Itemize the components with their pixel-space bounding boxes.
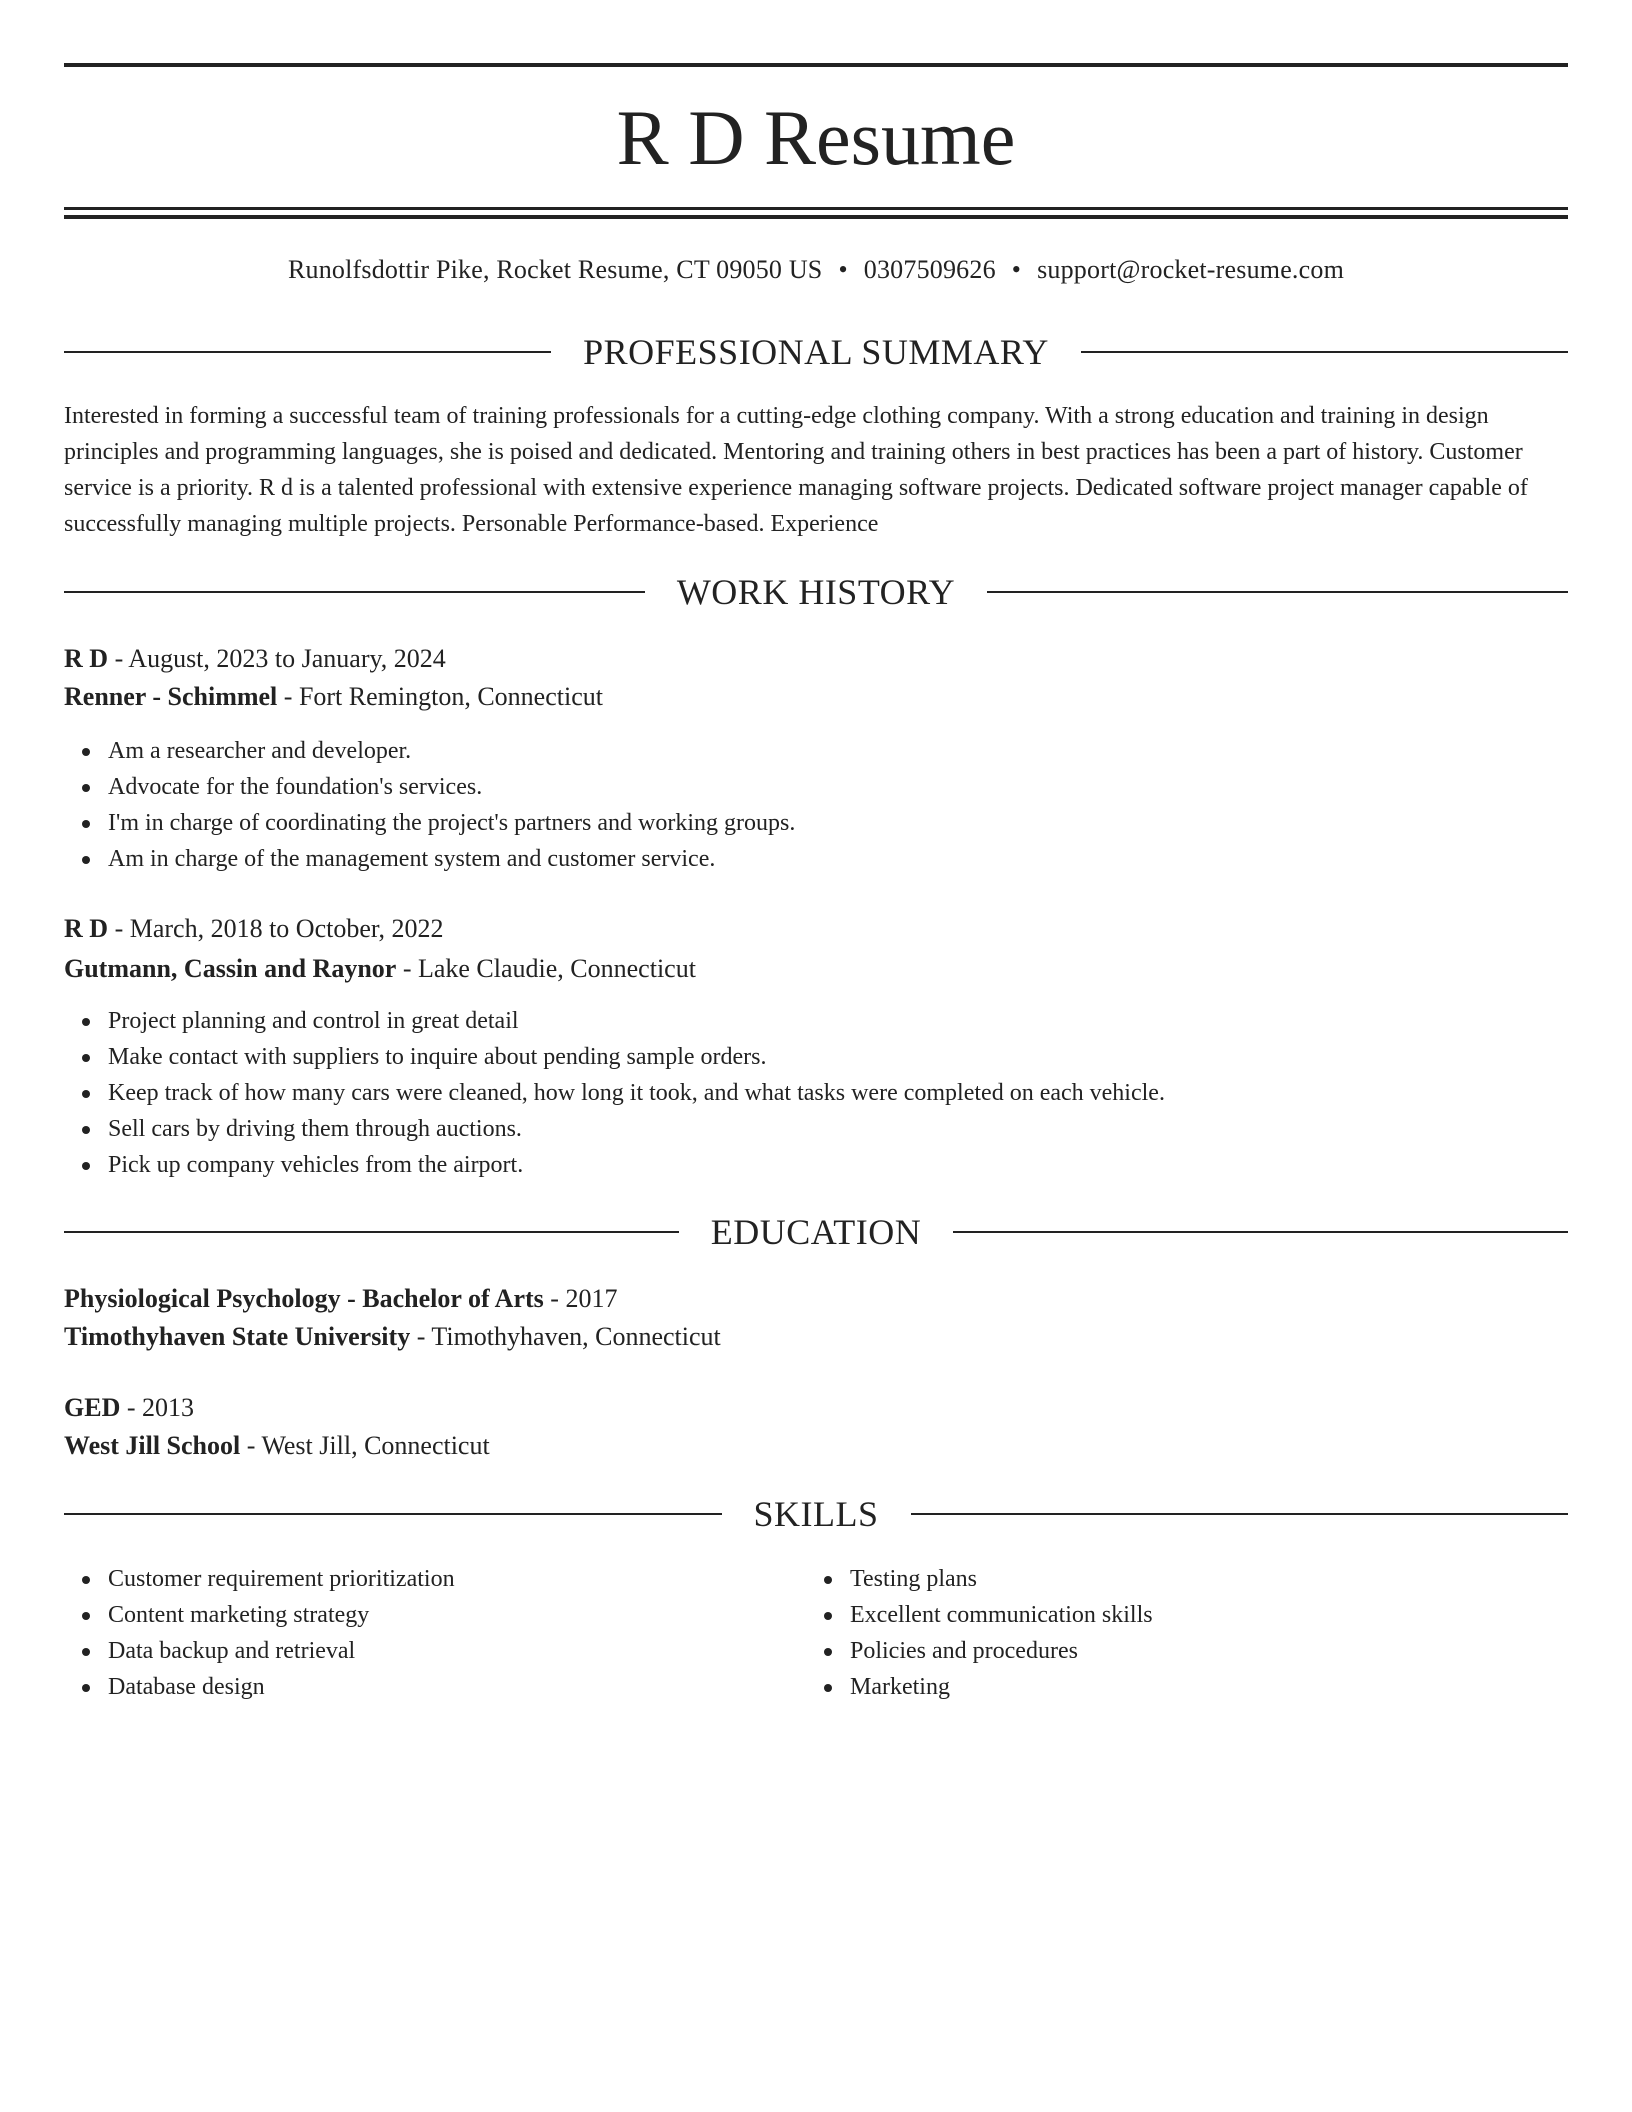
summary-text: Interested in forming a successful team of training professionals for a cutting-edge clothing company. With a strong education and training in design principles and programming languages, she is poised and dedicated. Mentoring and training others in best practices has been a part of history. Customer service is a priority. R d is a talented professional with extensive experience managing software projects. Dedicated software project manager capable of successfully managing multiple projects. Personable Performance-based. Experience (64, 403, 1528, 537)
skills-list-right (806, 1561, 1550, 1705)
job-duty-item: Sell cars by driving them through auctions. (108, 1111, 1165, 1147)
job-dates: - August, 2023 to January, 2024 (108, 644, 446, 673)
header-double-rule-lower (64, 215, 1568, 219)
education-degree-line (64, 1281, 1568, 1317)
header-double-rule-upper (64, 207, 1568, 210)
job-duty-item: Pick up company vehicles from the airport. (108, 1147, 1165, 1183)
contact-line (64, 252, 1568, 288)
skill-item: Policies and procedures (850, 1633, 1550, 1669)
education-school-line (64, 1428, 1568, 1464)
job-duties-list (64, 1003, 1165, 1183)
section-heading-skills (64, 1492, 1568, 1536)
job-duty-item: Keep track of how many cars were cleaned, how long it took, and what tasks were completed on each vehicle. (108, 1075, 1165, 1111)
skill-item: Excellent communication skills (850, 1597, 1550, 1633)
job-duty-item: Am in charge of the management system and customer service. (108, 841, 795, 877)
job-title: R D (64, 644, 109, 673)
job-dates: - March, 2018 to October, 2022 (108, 914, 444, 943)
education-school: Timothyhaven State University (64, 1322, 411, 1351)
heading-rule-left (64, 591, 645, 593)
job-company: Gutmann, Cassin and Raynor (64, 954, 397, 983)
job-company: Renner - Schimmel (64, 682, 278, 711)
job-title: R D (64, 914, 109, 943)
education-degree: Physiological Psychology - Bachelor of Arts (64, 1284, 544, 1313)
job-title-line (64, 911, 1568, 947)
contact-phone: 0307509626 (863, 255, 996, 284)
contact-email: support@rocket-resume.com (1037, 255, 1345, 284)
job-company-line (64, 679, 1568, 715)
skill-item: Data backup and retrieval (108, 1633, 808, 1669)
education-location: - Timothyhaven, Connecticut (410, 1322, 721, 1351)
job-duty-item: Project planning and control in great detail (108, 1003, 1165, 1039)
contact-address: Runolfsdottir Pike, Rocket Resume, CT 09050 US (287, 255, 823, 284)
job-duty-item: Advocate for the foundation's services. (108, 769, 795, 805)
heading-rule-left (64, 351, 551, 353)
heading-rule-left (64, 1231, 679, 1233)
education-year: - 2013 (120, 1393, 195, 1422)
heading-rule-right (987, 591, 1568, 593)
resume-name: R D Resume (616, 94, 1016, 181)
heading-rule-right (911, 1513, 1569, 1515)
section-title: WORK HISTORY (676, 572, 956, 612)
header-top-rule (64, 63, 1568, 67)
heading-rule-left (64, 1513, 722, 1515)
job-location: - Lake Claudie, Connecticut (396, 954, 696, 983)
education-degree-line (64, 1390, 1568, 1426)
job-duty-item: Am a researcher and developer. (108, 733, 795, 769)
education-location: - West Jill, Connecticut (240, 1431, 490, 1460)
contact-separator: • (838, 255, 848, 284)
skill-item: Marketing (850, 1669, 1550, 1705)
job-location: - Fort Remington, Connecticut (277, 682, 603, 711)
contact-separator: • (1011, 255, 1022, 284)
education-school-line (64, 1319, 1568, 1355)
heading-rule-right (1081, 351, 1568, 353)
job-duties-list (64, 733, 795, 877)
skill-item: Database design (108, 1669, 808, 1705)
job-title-line (64, 641, 1568, 677)
education-degree: GED (64, 1393, 121, 1422)
education-year: - 2017 (543, 1284, 618, 1313)
section-title: EDUCATION (710, 1212, 922, 1252)
education-school: West Jill School (64, 1431, 241, 1460)
section-heading-education (64, 1210, 1568, 1254)
skill-item: Content marketing strategy (108, 1597, 808, 1633)
skill-item: Testing plans (850, 1561, 1550, 1597)
skill-item: Customer requirement prioritization (108, 1561, 808, 1597)
job-duty-item: I'm in charge of coordinating the project's partners and working groups. (108, 805, 795, 841)
job-company-line (64, 951, 1568, 987)
section-heading-summary (64, 330, 1568, 374)
heading-rule-right (953, 1231, 1568, 1233)
skills-list-left (64, 1561, 808, 1705)
section-title: SKILLS (753, 1494, 879, 1534)
job-duty-item: Make contact with suppliers to inquire about pending sample orders. (108, 1039, 1165, 1075)
section-heading-work-history (64, 570, 1568, 614)
section-title: PROFESSIONAL SUMMARY (583, 332, 1049, 372)
